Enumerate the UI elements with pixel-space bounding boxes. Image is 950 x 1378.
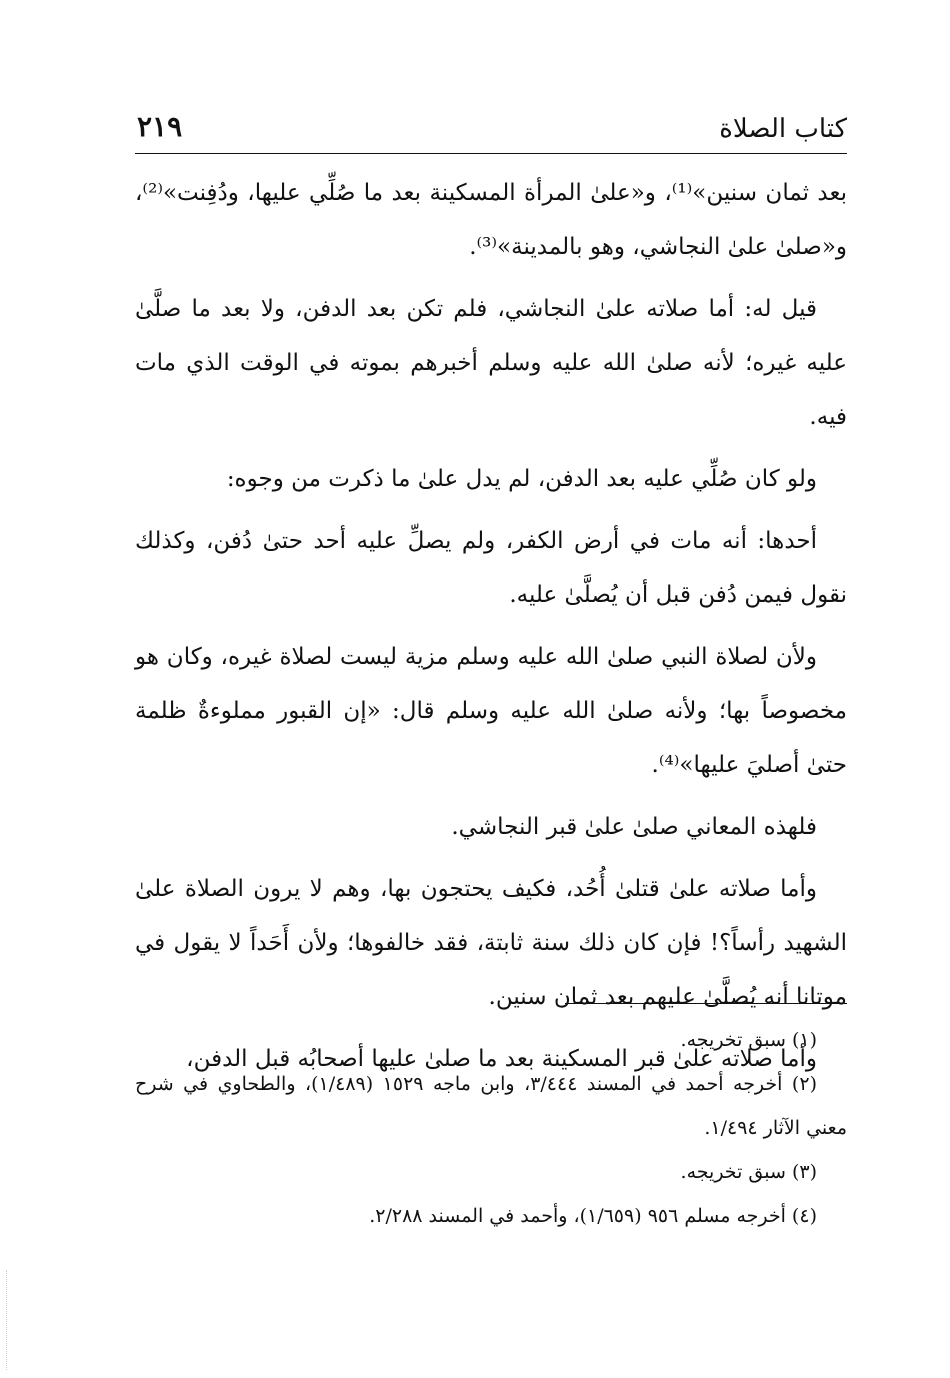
running-header — [135, 108, 847, 154]
header-divider — [135, 153, 847, 154]
scan-margin-mark — [6, 1270, 11, 1370]
paragraph: قيل له: أما صلاته علىٰ النجاشي، فلم تكن بعد الدفن، ولا بعد ما صلَّىٰ عليه غيره؛ لأنه صلىٰ الله عليه وسلم أخبرهم بموته في الوقت الذي مات فيه. — [135, 296, 847, 430]
paragraph: أحدها: أنه مات في أرض الكفر، ولم يصلِّ عليه أحد حتىٰ دُفن، وكذلك نقول فيمن دُفن قبل أن يُصلَّىٰ عليه. — [135, 528, 847, 608]
footnotes — [135, 1018, 847, 1238]
footnote: (٤) أخرجه مسلم ٩٥٦ (١/٦٥٩)، وأحمد في المسند ٢/٢٨٨. — [369, 1205, 817, 1227]
footnote: (٢) أخرجه أحمد في المسند ٣/٤٤٤، وابن ماجه ١٥٢٩ (١/٤٨٩)، والطحاوي في شرح معني الآثار ١/٤٩٤. — [135, 1073, 847, 1139]
chapter-title: كتاب الصلاة — [719, 114, 847, 144]
footnote: (١) سبق تخريجه. — [680, 1029, 817, 1051]
paragraph: فلهذه المعاني صلىٰ علىٰ قبر النجاشي. — [451, 814, 817, 840]
paragraph: وأما صلاته علىٰ قبر المسكينة بعد ما صلىٰ عليها أصحابُه قبل الدفن، — [186, 1046, 817, 1072]
footnote-divider — [565, 1003, 847, 1004]
footnote: (٣) سبق تخريجه. — [680, 1161, 817, 1183]
paragraph: وأما صلاته علىٰ قتلىٰ أُحُد، فكيف يحتجون بها، وهم لا يرون الصلاة علىٰ الشهيد رأساً؟! فإن كان ذلك سنة ثابتة، فقد خالفوها؛ ولأن أَحَداً لا يقول في موتانا أنه يُصلَّىٰ عليهم بعد ثمان سنين. — [135, 876, 847, 1010]
paragraph: ولو كان صُلِّي عليه بعد الدفن، لم يدل علىٰ ما ذكرت من وجوه: — [226, 466, 817, 492]
paragraph: ولأن لصلاة النبي صلىٰ الله عليه وسلم مزية ليست لصلاة غيره، وكان هو مخصوصاً بها؛ ولأنه صلىٰ الله عليه وسلم قال: «إن القبور مملوءةٌ ظلمة حتىٰ أصليَ عليها»⁽⁴⁾. — [135, 644, 847, 778]
main-text — [135, 166, 847, 1094]
paragraph: بعد ثمان سنين»⁽¹⁾، و«علىٰ المرأة المسكينة بعد ما صُلِّي عليها، ودُفِنت»⁽²⁾، و«صلىٰ علىٰ النجاشي، وهو بالمدينة»⁽³⁾. — [135, 180, 848, 260]
page-number: ٢١٩ — [137, 110, 183, 143]
